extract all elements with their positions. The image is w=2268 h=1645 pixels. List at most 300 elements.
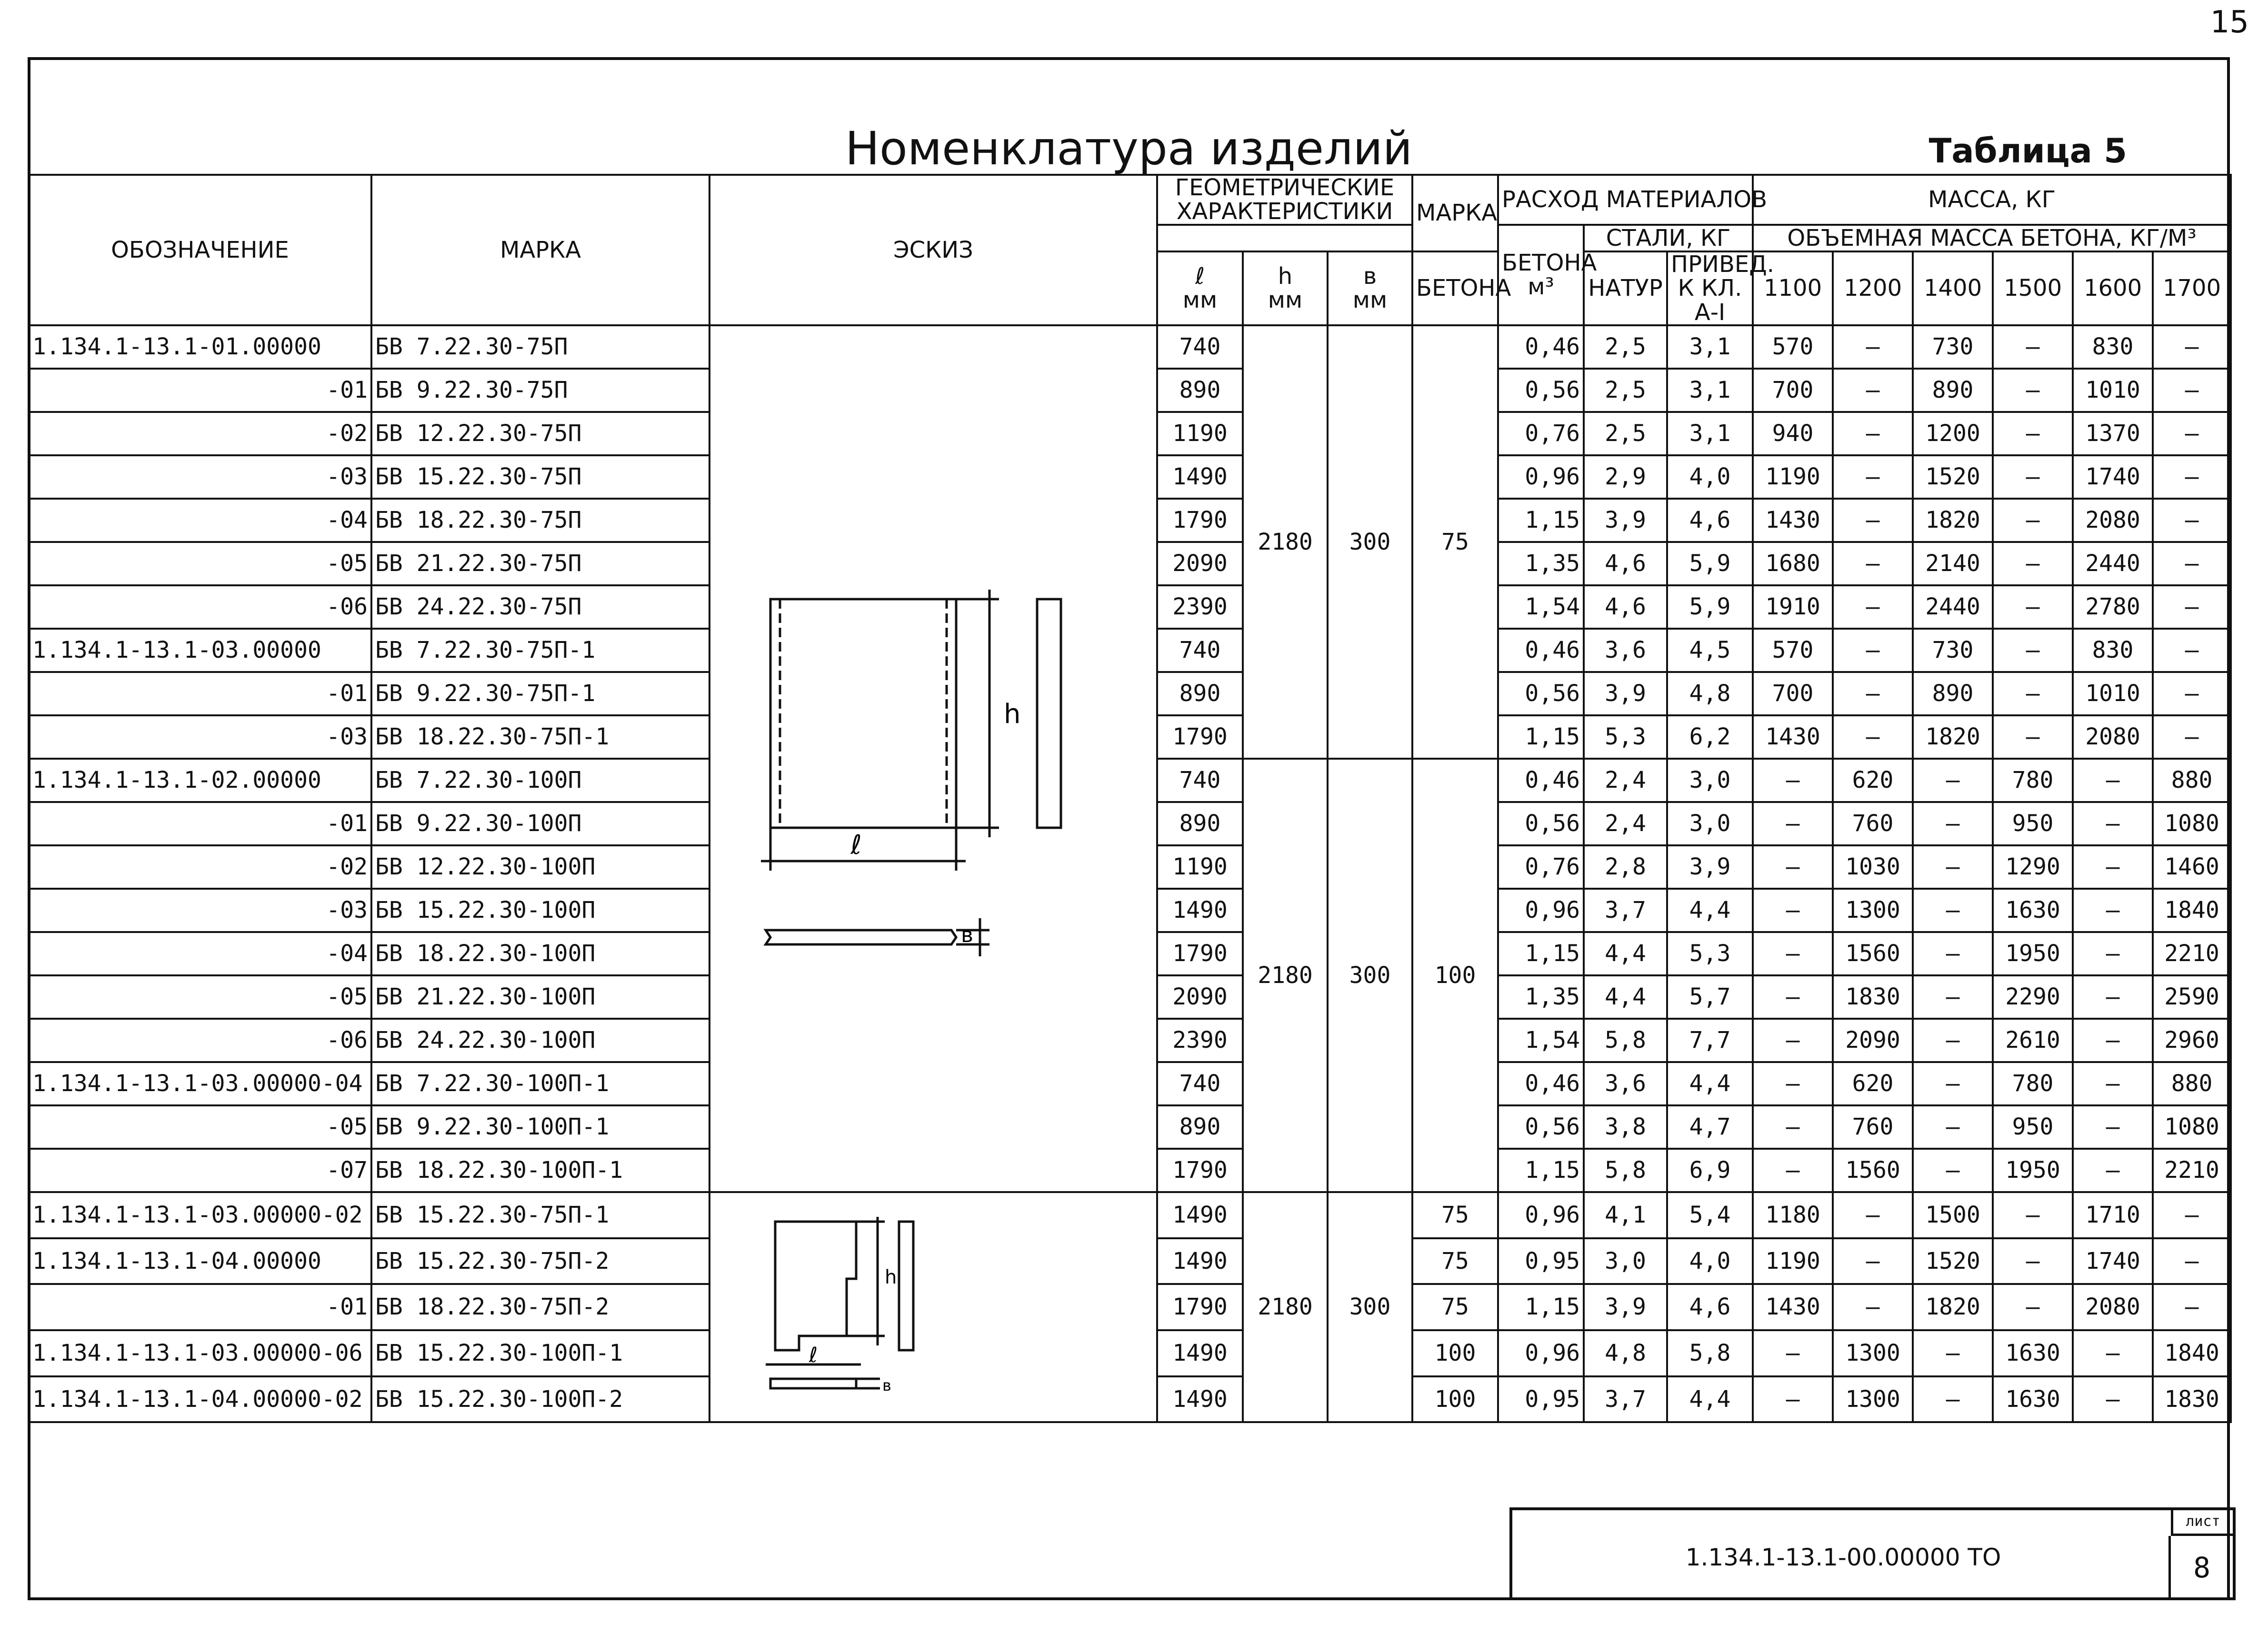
row-mass-1600: 1010 [2073,672,2153,715]
row-steel-reduced: 3,1 [1667,369,1753,412]
row-mass-1700: – [2153,499,2231,542]
row-steel-reduced: 4,4 [1667,889,1753,932]
row-mass-1400: 730 [1913,325,1993,369]
header-concrete-mark-2: БЕТОНА [1412,251,1498,325]
row-steel-reduced: 4,0 [1667,1238,1753,1284]
sketch2-l-label: ℓ [809,1343,818,1367]
row-designation: -05 [29,542,371,585]
row-designation: 1.134.1-13.1-03.00000-04 [29,1062,371,1105]
row-mass-1700: 1830 [2153,1376,2231,1423]
row-steel-natural: 4,1 [1584,1192,1667,1238]
row-mass-1500: 950 [1993,802,2073,845]
row-mark: БВ 15.22.30-75П [371,455,709,499]
row-length: 1490 [1157,455,1243,499]
row-designation: -01 [29,369,371,412]
row-mass-1600: – [2073,1062,2153,1105]
row-mass-1400: – [1913,1019,1993,1062]
row-mass-1100: – [1753,759,1833,802]
row-mass-1100: 1180 [1753,1192,1833,1238]
row-mass-1500: 1630 [1993,889,2073,932]
header-steel: СТАЛИ, КГ [1584,225,1753,251]
row-mark: БВ 15.22.30-75П-2 [371,1238,709,1284]
row-mark: БВ 15.22.30-100П [371,889,709,932]
row-length: 890 [1157,802,1243,845]
row-mass-1500: 780 [1993,1062,2073,1105]
row-steel-reduced: 5,9 [1667,542,1753,585]
row-mass-1100: 570 [1753,629,1833,672]
row-mass-1200: 1830 [1833,975,1913,1019]
sketch2-h-label: h [885,1266,897,1288]
sketch-cell-main [709,325,1157,1192]
row-mass-1500: 950 [1993,1105,2073,1149]
row-concrete-mark: 75 [1412,1284,1498,1330]
row-concrete-mark: 100 [1412,1376,1498,1423]
row-mark: БВ 7.22.30-100П [371,759,709,802]
row-steel-reduced: 5,3 [1667,932,1753,975]
header-steel-natural: НАТУР [1584,251,1667,325]
row-mark: БВ 21.22.30-75П [371,542,709,585]
row-mass-1700: 2210 [2153,1149,2231,1192]
nomenclature-table-wrapper [28,174,2232,1423]
table-body [29,325,2231,1422]
row-mass-1600: 2080 [2073,499,2153,542]
row-mass-1600: 1740 [2073,455,2153,499]
row-mark: БВ 18.22.30-75П [371,499,709,542]
row-steel-natural: 3,6 [1584,629,1667,672]
group-height: 2180 [1243,1192,1328,1422]
header-density-1200: 1200 [1833,251,1913,325]
row-steel-reduced: 3,1 [1667,412,1753,455]
row-mass-1500: 1630 [1993,1376,2073,1423]
row-designation: 1.134.1-13.1-04.00000-02 [29,1376,371,1423]
header-height: h мм [1243,251,1328,325]
row-mass-1600: – [2073,1105,2153,1149]
row-concrete-volume: 1,15 [1498,499,1584,542]
row-concrete-volume: 0,96 [1498,1330,1584,1376]
row-mass-1700: 880 [2153,1062,2231,1105]
header-designation: ОБОЗНАЧЕНИЕ [29,175,371,325]
row-mass-1600: – [2073,932,2153,975]
row-steel-natural: 3,0 [1584,1238,1667,1284]
row-concrete-volume: 1,54 [1498,585,1584,629]
header-density-1700: 1700 [2153,251,2231,325]
group-width: 300 [1328,1192,1412,1422]
row-mass-1200: – [1833,412,1913,455]
row-mass-1700: – [2153,542,2231,585]
group-width: 300 [1328,325,1412,759]
row-mass-1400: – [1913,1105,1993,1149]
row-concrete-volume: 1,54 [1498,1019,1584,1062]
group-width: 300 [1328,759,1412,1192]
row-mass-1100: 1430 [1753,715,1833,759]
row-mass-1400: 1820 [1913,715,1993,759]
table-row [29,1192,2231,1238]
row-mark: БВ 7.22.30-100П-1 [371,1062,709,1105]
row-mass-1700: 2590 [2153,975,2231,1019]
row-mass-1100: – [1753,1062,1833,1105]
row-mass-1400: 1820 [1913,499,1993,542]
row-length: 1790 [1157,932,1243,975]
row-steel-natural: 3,9 [1584,499,1667,542]
row-mass-1200: 2090 [1833,1019,1913,1062]
row-designation: -03 [29,889,371,932]
sketch-b-label: в [961,923,973,948]
header-sketch: ЭСКИЗ [709,175,1157,325]
row-mark: БВ 7.22.30-75П-1 [371,629,709,672]
row-concrete-mark: 100 [1412,1330,1498,1376]
row-length: 1190 [1157,845,1243,889]
group-concrete-mark: 75 [1412,325,1498,759]
row-mass-1400: – [1913,1149,1993,1192]
row-mass-1100: – [1753,845,1833,889]
row-mass-1200: 1300 [1833,889,1913,932]
row-concrete-volume: 1,15 [1498,932,1584,975]
row-mass-1400: 2440 [1913,585,1993,629]
row-length: 740 [1157,325,1243,369]
row-length: 1790 [1157,1284,1243,1330]
sketch-l-label: ℓ [850,830,862,861]
row-mass-1400: 2140 [1913,542,1993,585]
row-mass-1500: – [1993,499,2073,542]
row-designation: -06 [29,585,371,629]
row-mark: БВ 9.22.30-100П-1 [371,1105,709,1149]
row-mass-1200: – [1833,542,1913,585]
row-mass-1400: – [1913,889,1993,932]
row-mark: БВ 24.22.30-75П [371,585,709,629]
row-mass-1500: 1950 [1993,1149,2073,1192]
row-length: 2390 [1157,1019,1243,1062]
row-concrete-volume: 0,46 [1498,1062,1584,1105]
row-mass-1200: – [1833,1238,1913,1284]
row-designation: -01 [29,802,371,845]
row-mass-1600: – [2073,845,2153,889]
sheet-label: лист [2171,1507,2233,1536]
row-length: 1790 [1157,499,1243,542]
row-mass-1100: – [1753,932,1833,975]
row-designation: -05 [29,1105,371,1149]
row-concrete-volume: 0,95 [1498,1238,1584,1284]
row-concrete-volume: 0,76 [1498,412,1584,455]
header-density-1600: 1600 [2073,251,2153,325]
row-mass-1400: – [1913,975,1993,1019]
row-length: 1490 [1157,1192,1243,1238]
row-concrete-volume: 1,35 [1498,975,1584,1019]
geometry-spacer [1157,225,1412,251]
row-concrete-volume: 1,35 [1498,542,1584,585]
row-mass-1200: 1560 [1833,932,1913,975]
row-concrete-volume: 0,46 [1498,629,1584,672]
header-concrete-mark: МАРКА [1412,175,1498,251]
row-designation: -05 [29,975,371,1019]
row-designation: -01 [29,672,371,715]
row-mass-1700: – [2153,455,2231,499]
row-length: 890 [1157,672,1243,715]
sheet-number: 8 [2168,1536,2233,1600]
row-mass-1700: 880 [2153,759,2231,802]
row-mark: БВ 18.22.30-75П-2 [371,1284,709,1330]
row-mass-1400: – [1913,1330,1993,1376]
row-mass-1600: 1710 [2073,1192,2153,1238]
row-mass-1500: – [1993,412,2073,455]
row-steel-natural: 3,7 [1584,889,1667,932]
row-mark: БВ 18.22.30-100П [371,932,709,975]
sketch-h-label: h [1004,699,1021,730]
row-steel-reduced: 3,9 [1667,845,1753,889]
row-mass-1200: 1030 [1833,845,1913,889]
row-steel-reduced: 4,4 [1667,1062,1753,1105]
row-mass-1600: – [2073,1376,2153,1423]
row-mass-1200: – [1833,369,1913,412]
row-mass-1100: – [1753,1149,1833,1192]
row-mass-1100: 940 [1753,412,1833,455]
row-mark: БВ 24.22.30-100П [371,1019,709,1062]
sketch2-b-label: в [882,1376,891,1394]
row-mass-1700: – [2153,325,2231,369]
page-title: Номенклатура изделий [845,122,1413,175]
row-mass-1400: – [1913,1062,1993,1105]
row-mass-1200: 760 [1833,1105,1913,1149]
row-mass-1400: 1520 [1913,455,1993,499]
row-mass-1100: 1680 [1753,542,1833,585]
row-mass-1700: – [2153,1284,2231,1330]
row-mass-1200: 620 [1833,1062,1913,1105]
sketch-wall-panel-icon [713,537,1156,975]
title-block [1509,1507,2236,1600]
row-mass-1100: 1430 [1753,1284,1833,1330]
row-mass-1400: 1520 [1913,1238,1993,1284]
row-mass-1400: 890 [1913,672,1993,715]
row-concrete-volume: 1,15 [1498,1149,1584,1192]
row-mass-1700: – [2153,412,2231,455]
row-steel-reduced: 7,7 [1667,1019,1753,1062]
row-length: 890 [1157,369,1243,412]
row-concrete-volume: 0,76 [1498,845,1584,889]
row-mass-1600: – [2073,889,2153,932]
row-steel-reduced: 6,9 [1667,1149,1753,1192]
header-steel-reduced: ПРИВЕД. К КЛ. А-I [1667,251,1753,325]
row-steel-reduced: 3,1 [1667,325,1753,369]
row-mass-1100: 1190 [1753,1238,1833,1284]
row-mass-1600: – [2073,1149,2153,1192]
row-length: 1190 [1157,412,1243,455]
row-mass-1100: 1910 [1753,585,1833,629]
row-mass-1700: – [2153,715,2231,759]
row-steel-natural: 3,9 [1584,672,1667,715]
row-mass-1600: – [2073,975,2153,1019]
row-steel-natural: 5,8 [1584,1019,1667,1062]
sketch-cell-stepped [709,1192,1157,1422]
row-mass-1600: – [2073,1330,2153,1376]
row-length: 2090 [1157,975,1243,1019]
row-mass-1200: – [1833,1192,1913,1238]
row-mass-1400: 890 [1913,369,1993,412]
row-designation: 1.134.1-13.1-02.00000 [29,759,371,802]
row-mass-1400: – [1913,802,1993,845]
row-mark: БВ 15.22.30-75П-1 [371,1192,709,1238]
row-concrete-volume: 0,96 [1498,1192,1584,1238]
row-mass-1100: – [1753,1330,1833,1376]
row-concrete-volume: 0,56 [1498,672,1584,715]
row-mass-1700: 1080 [2153,1105,2231,1149]
row-mass-1700: – [2153,369,2231,412]
row-mass-1500: 1630 [1993,1330,2073,1376]
row-mass-1500: – [1993,715,2073,759]
header-concrete-volume: БЕТОНА м³ [1498,225,1584,325]
row-concrete-mark: 75 [1412,1192,1498,1238]
row-designation: -04 [29,499,371,542]
row-steel-reduced: 4,0 [1667,455,1753,499]
row-steel-natural: 2,8 [1584,845,1667,889]
row-mass-1500: – [1993,585,2073,629]
row-concrete-volume: 0,96 [1498,455,1584,499]
row-steel-natural: 4,4 [1584,932,1667,975]
row-mass-1200: – [1833,499,1913,542]
row-steel-reduced: 3,0 [1667,802,1753,845]
row-mass-1100: – [1753,802,1833,845]
row-steel-reduced: 5,7 [1667,975,1753,1019]
row-mass-1700: – [2153,1238,2231,1284]
row-mass-1400: – [1913,759,1993,802]
row-mass-1600: 1010 [2073,369,2153,412]
row-mass-1500: 1290 [1993,845,2073,889]
row-steel-natural: 2,4 [1584,759,1667,802]
row-mass-1600: 2080 [2073,715,2153,759]
row-mass-1200: – [1833,672,1913,715]
row-steel-reduced: 4,8 [1667,672,1753,715]
table-label: Таблица 5 [1928,131,2127,171]
row-mass-1600: 1370 [2073,412,2153,455]
row-length: 740 [1157,629,1243,672]
row-mass-1500: 2290 [1993,975,2073,1019]
row-mark: БВ 15.22.30-100П-2 [371,1376,709,1423]
row-mass-1700: 2210 [2153,932,2231,975]
header-width: в мм [1328,251,1412,325]
table-row [29,325,2231,369]
row-concrete-volume: 0,95 [1498,1376,1584,1423]
header-density: ОБЪЕМНАЯ МАССА БЕТОНА, КГ/М³ [1753,225,2231,251]
row-steel-natural: 3,8 [1584,1105,1667,1149]
row-mass-1500: 780 [1993,759,2073,802]
row-steel-reduced: 5,4 [1667,1192,1753,1238]
row-steel-natural: 2,5 [1584,325,1667,369]
row-mass-1600: 2780 [2073,585,2153,629]
row-designation: -02 [29,412,371,455]
row-concrete-volume: 0,46 [1498,325,1584,369]
row-designation: -01 [29,1284,371,1330]
row-steel-natural: 2,5 [1584,412,1667,455]
row-mass-1400: 1500 [1913,1192,1993,1238]
row-mark: БВ 21.22.30-100П [371,975,709,1019]
row-mass-1700: 1840 [2153,889,2231,932]
row-mass-1400: 730 [1913,629,1993,672]
row-mass-1200: 620 [1833,759,1913,802]
row-steel-natural: 2,4 [1584,802,1667,845]
row-mass-1700: – [2153,1192,2231,1238]
row-concrete-volume: 0,56 [1498,1105,1584,1149]
header-length: ℓ мм [1157,251,1243,325]
row-concrete-volume: 0,56 [1498,802,1584,845]
row-mass-1100: – [1753,975,1833,1019]
row-mark: БВ 9.22.30-75П-1 [371,672,709,715]
row-steel-natural: 3,9 [1584,1284,1667,1330]
row-steel-reduced: 4,4 [1667,1376,1753,1423]
row-mass-1700: – [2153,629,2231,672]
header-density-1100: 1100 [1753,251,1833,325]
row-mass-1500: – [1993,672,2073,715]
row-concrete-volume: 1,15 [1498,715,1584,759]
row-mass-1500: – [1993,1238,2073,1284]
row-mass-1400: – [1913,932,1993,975]
row-mass-1200: 1300 [1833,1330,1913,1376]
row-concrete-volume: 1,15 [1498,1284,1584,1330]
header-geometry: ГЕОМЕТРИЧЕСКИЕ ХАРАКТЕРИСТИКИ [1157,175,1412,225]
row-length: 1490 [1157,889,1243,932]
row-steel-natural: 5,8 [1584,1149,1667,1192]
row-mass-1100: 570 [1753,325,1833,369]
row-mass-1200: – [1833,715,1913,759]
row-mass-1400: 1820 [1913,1284,1993,1330]
row-designation: -04 [29,932,371,975]
row-mark: БВ 9.22.30-100П [371,802,709,845]
row-mass-1700: – [2153,585,2231,629]
row-mass-1400: – [1913,1376,1993,1423]
row-mass-1200: – [1833,325,1913,369]
row-steel-natural: 4,6 [1584,542,1667,585]
row-mass-1200: – [1833,585,1913,629]
row-mass-1600: 1740 [2073,1238,2153,1284]
row-steel-natural: 3,7 [1584,1376,1667,1423]
header-mass: МАССА, КГ [1753,175,2231,225]
row-steel-reduced: 6,2 [1667,715,1753,759]
row-steel-natural: 2,9 [1584,455,1667,499]
row-mark: БВ 18.22.30-75П-1 [371,715,709,759]
row-mass-1100: 1430 [1753,499,1833,542]
document-code: 1.134.1-13.1-00.00000 ТО [1685,1544,2001,1571]
row-designation: -03 [29,715,371,759]
header-mark: МАРКА [371,175,709,325]
row-length: 740 [1157,1062,1243,1105]
nomenclature-table [28,174,2232,1423]
row-steel-reduced: 5,8 [1667,1330,1753,1376]
row-mark: БВ 18.22.30-100П-1 [371,1149,709,1192]
header-density-1500: 1500 [1993,251,2073,325]
row-mass-1100: – [1753,1105,1833,1149]
header-density-1400: 1400 [1913,251,1993,325]
row-concrete-volume: 0,96 [1498,889,1584,932]
row-mass-1400: – [1913,845,1993,889]
row-steel-natural: 4,6 [1584,585,1667,629]
row-mass-1400: 1200 [1913,412,1993,455]
row-mass-1500: – [1993,455,2073,499]
row-mass-1600: 2080 [2073,1284,2153,1330]
row-mass-1200: – [1833,629,1913,672]
row-mass-1100: – [1753,889,1833,932]
row-mass-1700: 1840 [2153,1330,2231,1376]
row-steel-natural: 3,6 [1584,1062,1667,1105]
row-length: 2090 [1157,542,1243,585]
row-mass-1600: – [2073,1019,2153,1062]
row-designation: 1.134.1-13.1-04.00000 [29,1238,371,1284]
row-mass-1600: – [2073,759,2153,802]
row-mark: БВ 9.22.30-75П [371,369,709,412]
row-designation: 1.134.1-13.1-01.00000 [29,325,371,369]
row-mass-1700: 2960 [2153,1019,2231,1062]
row-mass-1200: 1560 [1833,1149,1913,1192]
row-mass-1500: – [1993,1284,2073,1330]
group-height: 2180 [1243,759,1328,1192]
row-mass-1100: 1190 [1753,455,1833,499]
row-steel-reduced: 4,7 [1667,1105,1753,1149]
